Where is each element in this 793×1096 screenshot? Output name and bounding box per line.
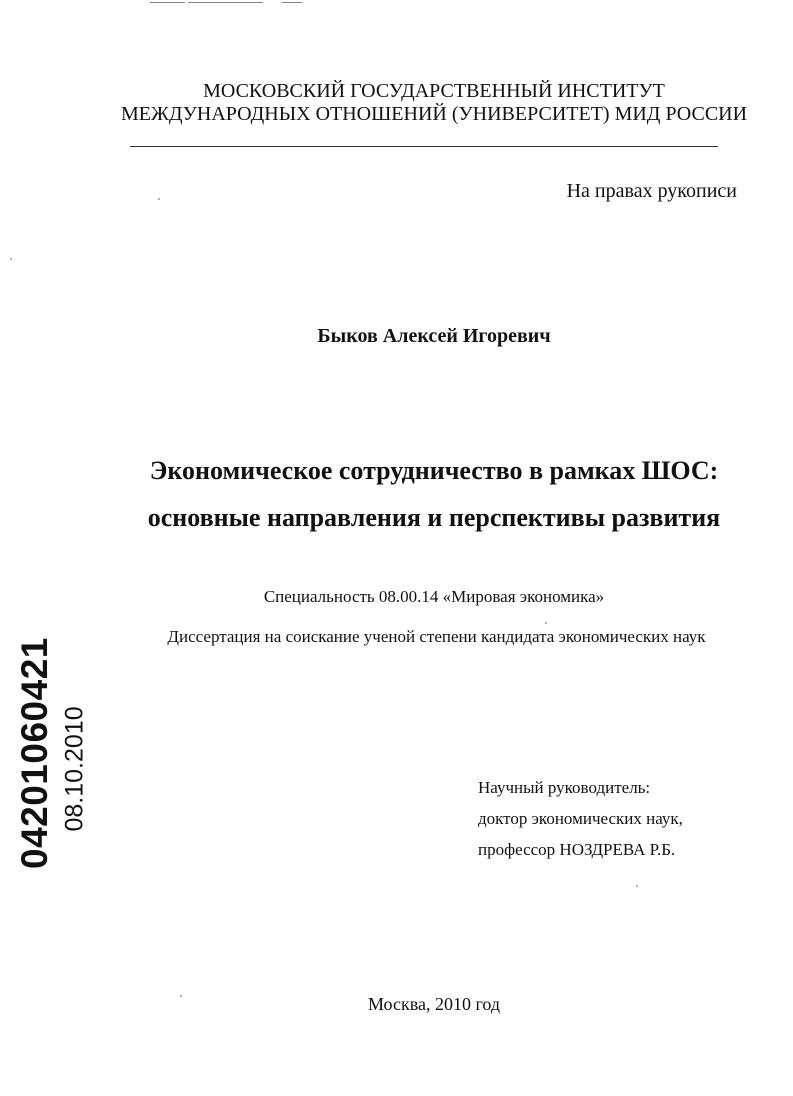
title-line-1: Экономическое сотрудничество в рамках ШОС:: [149, 456, 719, 485]
institution-name: [0, 80, 793, 126]
author-name: Быков Алексей Игоревич: [317, 325, 551, 347]
scan-mark: [188, 2, 263, 3]
dissertation-title: [0, 447, 793, 541]
supervisor-degree: доктор экономических наук,: [478, 809, 683, 828]
scan-mark: [282, 2, 302, 3]
title-line-2: основные направления и перспективы развития: [147, 503, 721, 532]
library-stamp-date: 08.10.2010: [60, 706, 89, 832]
header-divider: [130, 146, 718, 147]
supervisor-name: профессор НОЗДРЕВА Р.Б.: [478, 840, 676, 859]
scan-speck: [10, 258, 12, 260]
dissertation-degree: Диссертация на соискание ученой степени кандидата экономических наук: [167, 627, 706, 646]
specialty: Специальность 08.00.14 «Мировая экономика»: [263, 587, 605, 606]
place-year: Москва, 2010 год: [367, 994, 501, 1014]
manuscript-note: На правах рукописи: [566, 180, 737, 202]
scan-speck: [636, 885, 638, 887]
supervisor-block: [478, 772, 683, 865]
scan-mark: [150, 2, 185, 3]
library-stamp-number: 04201060421: [14, 637, 55, 869]
scan-speck: [158, 198, 160, 200]
scan-speck: [180, 995, 182, 997]
scan-speck: [545, 622, 547, 624]
supervisor-label: Научный руководитель:: [478, 778, 651, 797]
institution-line-1: МОСКОВСКИЙ ГОСУДАРСТВЕННЫЙ ИНСТИТУТ: [203, 80, 665, 102]
institution-line-2: МЕЖДУНАРОДНЫХ ОТНОШЕНИЙ (УНИВЕРСИТЕТ) МИД РОССИИ: [120, 103, 748, 125]
